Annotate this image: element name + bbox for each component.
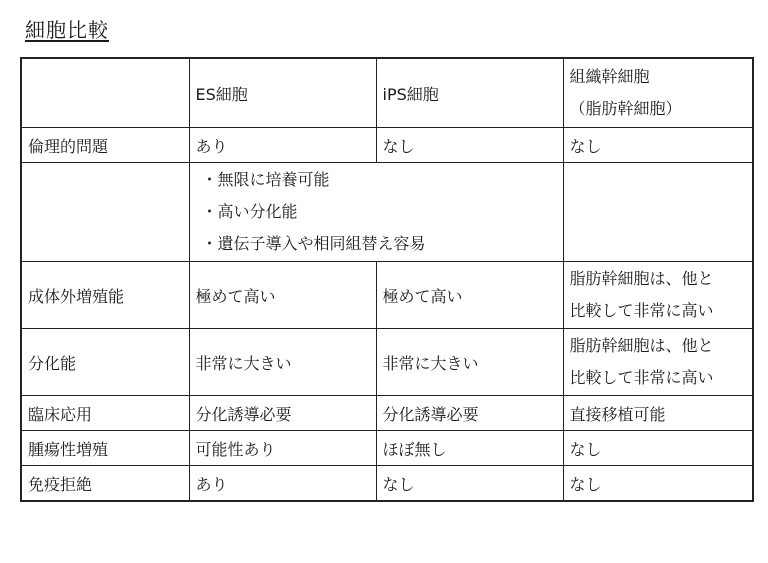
es-cell: 可能性あり (189, 431, 376, 466)
tissue-line-1: 脂肪幹細胞は、他と (569, 336, 714, 355)
header-empty-cell (21, 58, 189, 128)
table-row-clinical (21, 396, 753, 431)
tissue-cell: なし (563, 466, 753, 502)
header-es-cell: ES細胞 (189, 58, 376, 128)
features-cell (189, 163, 563, 262)
ips-cell: ほぼ無し (376, 431, 563, 466)
es-cell: あり (189, 466, 376, 502)
table-row-differentiation (21, 329, 753, 396)
tissue-cell (563, 329, 753, 396)
tissue-cell (563, 163, 753, 262)
ips-cell: なし (376, 466, 563, 502)
row-label: 倫理的問題 (21, 128, 189, 163)
ips-cell: 分化誘導必要 (376, 396, 563, 431)
table-row-ethics (21, 128, 753, 163)
table-row-features (21, 163, 753, 262)
header-tissue-line-2: （脂肪幹細胞） (569, 99, 682, 118)
row-label (21, 163, 189, 262)
es-cell: 非常に大きい (189, 329, 376, 396)
tissue-line-1: 脂肪幹細胞は、他と (569, 269, 714, 288)
header-ips-cell: iPS細胞 (376, 58, 563, 128)
tissue-cell: なし (563, 431, 753, 466)
table-row-immune (21, 466, 753, 502)
es-cell: あり (189, 128, 376, 163)
row-label: 臨床応用 (21, 396, 189, 431)
feature-item: ・高い分化能 (201, 202, 298, 221)
tissue-line-2: 比較して非常に高い (569, 368, 714, 387)
ips-cell: なし (376, 128, 563, 163)
table-header-row (21, 58, 753, 128)
row-label: 腫瘍性増殖 (21, 431, 189, 466)
comparison-table (20, 57, 754, 502)
es-cell: 極めて高い (189, 262, 376, 329)
ips-cell: 極めて高い (376, 262, 563, 329)
table-row-proliferation (21, 262, 753, 329)
feature-item: ・無限に培養可能 (201, 170, 330, 189)
table-row-tumor (21, 431, 753, 466)
ips-cell: 非常に大きい (376, 329, 563, 396)
es-cell: 分化誘導必要 (189, 396, 376, 431)
header-tissue-cell (563, 58, 753, 128)
tissue-cell: 直接移植可能 (563, 396, 753, 431)
feature-item: ・遺伝子導入や相同組替え容易 (201, 234, 426, 253)
tissue-cell (563, 262, 753, 329)
tissue-line-2: 比較して非常に高い (569, 301, 714, 320)
row-label: 分化能 (21, 329, 189, 396)
tissue-cell: なし (563, 128, 753, 163)
row-label: 免疫拒絶 (21, 466, 189, 502)
page-title: 細胞比較 (25, 18, 109, 42)
header-tissue-line-1: 組織幹細胞 (569, 67, 650, 86)
row-label: 成体外増殖能 (21, 262, 189, 329)
